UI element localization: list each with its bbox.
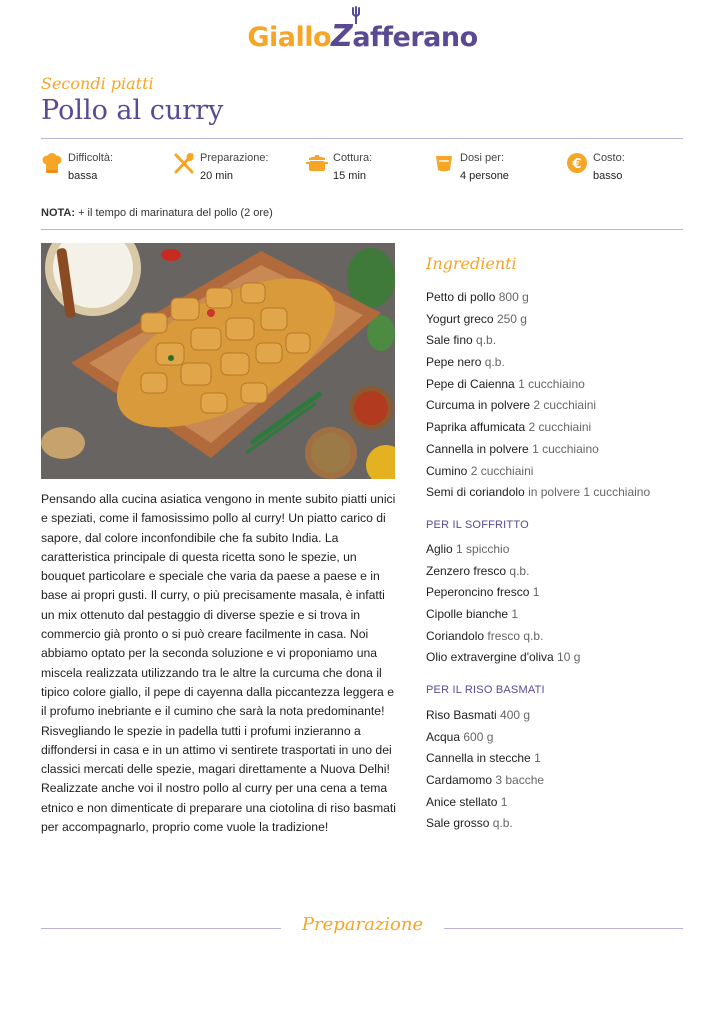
ingredient-name[interactable]: Pepe di Caienna — [426, 376, 515, 391]
ingredients-title: Ingredienti — [426, 254, 517, 273]
ingredient-quantity: 1 — [534, 751, 541, 766]
divider — [41, 229, 683, 230]
ingredient-item[interactable] — [426, 792, 696, 814]
ingredient-name[interactable]: Olio extravergine d'oliva — [426, 650, 554, 665]
recipe-category[interactable]: Secondi piatti — [41, 74, 154, 93]
logo-text-z: Z — [331, 19, 353, 54]
ingredient-quantity: 250 g — [496, 311, 527, 326]
ingredient-item[interactable] — [426, 647, 696, 669]
divider — [41, 138, 683, 139]
ingredient-name[interactable]: Paprika affumicata — [426, 420, 526, 435]
ingredient-name[interactable]: Cardamomo — [426, 773, 493, 788]
ingredient-item[interactable] — [426, 417, 696, 439]
ingredient-quantity: q.b. — [492, 816, 513, 831]
ingredient-quantity: 10 g — [557, 650, 581, 665]
ingredient-item[interactable] — [426, 374, 696, 396]
ingredient-quantity: 1 cucchiaino — [518, 376, 585, 391]
ingredient-quantity: 400 g — [500, 708, 531, 722]
ingredient-name[interactable]: Cannella in polvere — [426, 441, 529, 456]
meta-label: Difficoltà: — [68, 152, 114, 164]
ingredient-item[interactable] — [426, 330, 696, 352]
ingredient-item[interactable] — [426, 705, 696, 727]
ingredients-riso-list — [426, 705, 696, 835]
euro-icon — [566, 152, 588, 174]
pot-icon — [306, 152, 328, 174]
giallozafferano-logo[interactable] — [0, 16, 725, 58]
ingredient-quantity: 800 g — [498, 290, 529, 304]
ingredient-item[interactable] — [426, 461, 696, 483]
ingredient-quantity: 2 cucchiaini — [470, 463, 534, 478]
ingredient-name[interactable]: Curcuma in polvere — [426, 398, 531, 413]
meta-label: Costo: — [593, 152, 625, 164]
ingredient-name[interactable]: Sale fino — [426, 333, 473, 348]
ingredient-item[interactable] — [426, 561, 696, 583]
fork-icon — [347, 6, 365, 24]
logo-text-afferano: afferano — [352, 22, 478, 53]
ingredient-name[interactable]: Cannella in stecche — [426, 751, 531, 766]
ingredient-item[interactable] — [426, 309, 696, 331]
ingredient-item[interactable] — [426, 748, 696, 770]
logo-text-giallo: Giallo — [247, 22, 332, 53]
ingredient-quantity: 1 — [500, 794, 508, 809]
ingredient-quantity: 600 g — [463, 729, 494, 744]
ingredient-item[interactable] — [426, 395, 696, 417]
ingredient-quantity: 3 bacche — [495, 773, 545, 788]
ingredient-quantity: 1 cucchiaino — [532, 441, 599, 456]
ingredient-item[interactable] — [426, 352, 696, 374]
ingredient-name[interactable]: Acqua — [426, 729, 461, 744]
ingredient-name[interactable]: Sale grosso — [426, 816, 490, 831]
ingredient-item[interactable] — [426, 770, 696, 792]
ingredient-quantity: 1 — [511, 607, 519, 622]
ingredient-item[interactable] — [426, 727, 696, 749]
meta-label: Dosi per: — [460, 152, 505, 164]
ingredient-name[interactable]: Anice stellato — [426, 794, 498, 809]
ingredient-quantity: in polvere 1 cucchiaino — [528, 485, 651, 500]
recipe-title: Pollo al curry — [41, 95, 224, 126]
note-label: NOTA: — [41, 207, 76, 219]
ingredient-name[interactable]: Peperoncino fresco — [426, 585, 530, 600]
note-text: + il tempo di marinatura del pollo (2 ore) — [78, 207, 273, 219]
ingredient-quantity: 1 spicchio — [456, 542, 510, 556]
bowl-icon — [433, 152, 455, 174]
meta-value: 20 min — [200, 170, 234, 182]
meta-value: 15 min — [333, 170, 367, 182]
ingredient-quantity: fresco q.b. — [487, 628, 544, 643]
ingredient-name[interactable]: Semi di coriandolo — [426, 485, 525, 500]
chef-hat-icon — [41, 152, 63, 174]
ingredient-quantity: 2 cucchiaini — [533, 398, 597, 413]
ingredient-name[interactable]: Petto di pollo — [426, 290, 496, 304]
ingredients-main-list — [426, 287, 696, 504]
meta-label: Preparazione: — [200, 152, 269, 164]
meta-value: bassa — [68, 170, 98, 182]
ingredient-name[interactable]: Pepe nero — [426, 355, 482, 370]
ingredient-quantity: q.b. — [476, 333, 497, 348]
svg-text:€: € — [572, 157, 582, 172]
ingredients-soffritto-list — [426, 539, 696, 669]
ingredient-item[interactable] — [426, 604, 696, 626]
ingredient-quantity: 1 — [532, 585, 540, 600]
riso-heading: PER IL RISO BASMATI — [426, 684, 545, 696]
preparation-title: Preparazione — [301, 914, 424, 935]
meta-label: Cottura: — [333, 152, 373, 164]
ingredient-name[interactable]: Cipolle bianche — [426, 607, 509, 622]
ingredient-item[interactable] — [426, 582, 696, 604]
ingredient-item[interactable] — [426, 539, 696, 561]
ingredient-item[interactable] — [426, 482, 696, 504]
meta-value: basso — [593, 170, 623, 182]
recipe-description: Pensando alla cucina asiatica vengono in mente subito piatti unici e speziati, come il famosissimo pollo al curry! Un piatto carico di sapore, dal colore inconfondibile che fa subito India. La caratteristica principale di questa ricetta sono le spezie, un bouquet particolare e speciale che varia da paese a paese e in base ai propri gusti. Il curry, o più precisamente masala, è infatti un mix ottenuto dal pestaggio di diverse spezie e si trova in commercio già pronto o si può creare facilmente in casa. Noi abbiamo optato per la seconda soluzione e vi proponiamo una miscela realizzata utilizzando tra le altre la curcuma che dona il tipico colore giallo, il pepe di cayenna dalla piccantezza leggera e il profumo inebriante e il cumino che sarà la nota predominante! Risvegliando le spezie in padella tutti i profumi inzieranno a diffondersi in casa e in un attimo vi sentirete trasportati in uno dei classici mercati delle spezie, magari direttamente a Nuova Delhi! Realizzate anche voi il nostro pollo al curry per una cena a tema etnico e non dimenticate di preparare una ciotolina di riso basmati per accompagnarlo, proprio come vuole la tradizione! — [41, 492, 396, 835]
meta-value: 4 persone — [460, 170, 509, 182]
ingredient-name[interactable]: Aglio — [426, 542, 453, 556]
ingredient-item[interactable] — [426, 626, 696, 648]
ingredient-quantity: 2 cucchiaini — [528, 420, 592, 435]
ingredient-quantity: q.b. — [509, 563, 530, 578]
ingredient-name[interactable]: Riso Basmati — [426, 708, 497, 722]
soffritto-heading: PER IL SOFFRITTO — [426, 519, 529, 531]
ingredient-name[interactable]: Cumino — [426, 463, 468, 478]
ingredient-quantity: q.b. — [484, 355, 505, 370]
recipe-photo — [41, 243, 395, 479]
ingredient-item[interactable] — [426, 439, 696, 461]
ingredient-item[interactable] — [426, 813, 696, 835]
chicken-curry-photo — [41, 243, 395, 479]
utensils-icon — [173, 152, 195, 174]
ingredient-item[interactable] — [426, 287, 696, 309]
recipe-note — [41, 207, 273, 219]
ingredient-name[interactable]: Yogurt greco — [426, 311, 494, 326]
ingredient-name[interactable]: Coriandolo — [426, 628, 485, 643]
ingredient-name[interactable]: Zenzero fresco — [426, 563, 507, 578]
